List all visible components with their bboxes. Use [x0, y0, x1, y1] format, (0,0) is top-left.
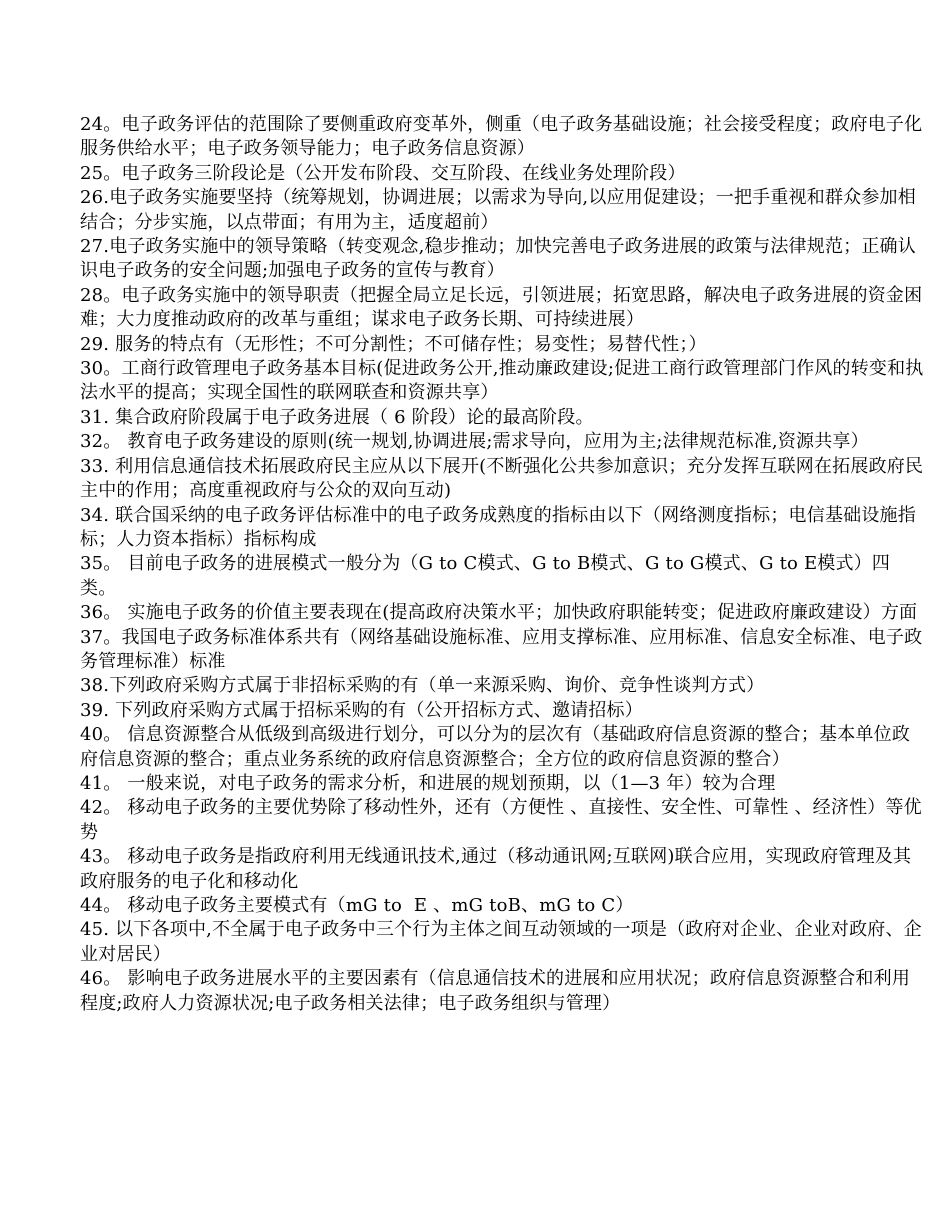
list-item: 45. 以下各项中,不全属于电子政务中三个行为主体之间互动领域的一项是（政府对企业、企业对政府、企业对居民）: [80, 919, 922, 965]
list-item: 33. 利用信息通信技术拓展政府民主应从以下展开(不断强化公共参加意识；充分发挥互联网在拓展政府民主中的作用；高度重视政府与公众的双向互动): [80, 455, 924, 502]
list-item: 29. 服务的特点有（无形性；不可分割性；不可储存性；易变性；易替代性；）: [80, 333, 707, 355]
list-item: 30。工商行政管理电子政务基本目标(促进政务公开,推动廉政建设;促进工商行政管理部门作风的转变和执法水平的提高；实现全国性的联网联查和资源共享）: [80, 358, 924, 404]
list-item: 28。电子政务实施中的领导职责（把握全局立足长远，引领进展；拓宽思路，解决电子政务进展的资金困难；大力度推动政府的改革与重组；谋求电子政务长期、可持续进展）: [80, 284, 923, 331]
list-item: 27.电子政务实施中的领导策略（转变观念,稳步推动；加快完善电子政务进展的政策与法律规范；正确认识电子政务的安全问题;加强电子政务的宣传与教育）: [80, 236, 916, 282]
list-item: 31. 集合政府阶段属于电子政务进展（ 6 阶段）论的最高阶段。: [80, 406, 594, 428]
list-item: 42。 移动电子政务的主要优势除了移动性外，还有（方便性 、直接性、安全性、可靠性 、经济性）等优势: [80, 797, 922, 843]
list-item: 40。 信息资源整合从低级到高级进行划分，可以分为的层次有（基础政府信息资源的整合；基本单位政府信息资源的整合；重点业务系统的政府信息资源整合；全方位的政府信息资源的整合）: [80, 724, 911, 770]
list-item: 25。电子政务三阶段论是（公开发布阶段、交互阶段、在线业务处理阶段）: [80, 162, 686, 184]
document-page: [80, 113, 925, 1016]
list-item: 37。我国电子政务标准体系共有（网络基础设施标准、应用支撑标准、应用标准、信息安全标准、电子政务管理标准）标准: [80, 626, 923, 672]
list-item: 46。 影响电子政务进展水平的主要因素有（信息通信技术的进展和应用状况；政府信息资源整合和利用程度;政府人力资源状况;电子政务相关法律；电子政务组织与管理）: [80, 968, 911, 1014]
list-item: 44。 移动电子政务主要模式有（mG to E 、mG toB、mG to C）: [80, 895, 634, 916]
list-item: 35。 目前电子政务的进展模式一般分为（G to C模式、G to B模式、G to G模式、G to E模式）四类。: [80, 553, 891, 599]
list-item: 34. 联合国采纳的电子政务评估标准中的电子政务成熟度的指标由以下（网络测度指标；电信基础设施指标；人力资本指标）指标构成: [80, 504, 916, 550]
list-item: 43。 移动电子政务是指政府利用无线通讯技术,通过（移动通讯网;互联网)联合应用，实现政府管理及其政府服务的电子化和移动化: [80, 846, 912, 892]
list-item: 38.下列政府采购方式属于非招标采购的有（单一来源采购、询价、竞争性谈判方式）: [80, 675, 765, 697]
list-item: 41。 一般来说，对电子政务的需求分析，和进展的规划预期，以（1—3 年）较为合理: [80, 772, 776, 794]
list-item: 39. 下列政府采购方式属于招标采购的有（公开招标方式、邀请招标）: [80, 699, 643, 721]
list-item: 26.电子政务实施要坚持（统筹规划，协调进展；以需求为导向,以应用促建设；一把手重视和群众参加相结合；分步实施，以点带面；有用为主，适度超前）: [80, 187, 916, 233]
list-item: 36。 实施电子政务的价值主要表现在(提高政府决策水平；加快政府职能转变；促进政府廉政建设）方面: [80, 602, 918, 624]
list-item: 24。电子政务评估的范围除了要侧重政府变革外，侧重（电子政务基础设施；社会接受程度；政府电子化服务供给水平；电子政务领导能力；电子政务信息资源）: [80, 114, 923, 160]
list-item: 32。 教育电子政务建设的原则(统一规划,协调进展;需求导向，应用为主;法律规范标准,资源共享）: [80, 431, 869, 453]
